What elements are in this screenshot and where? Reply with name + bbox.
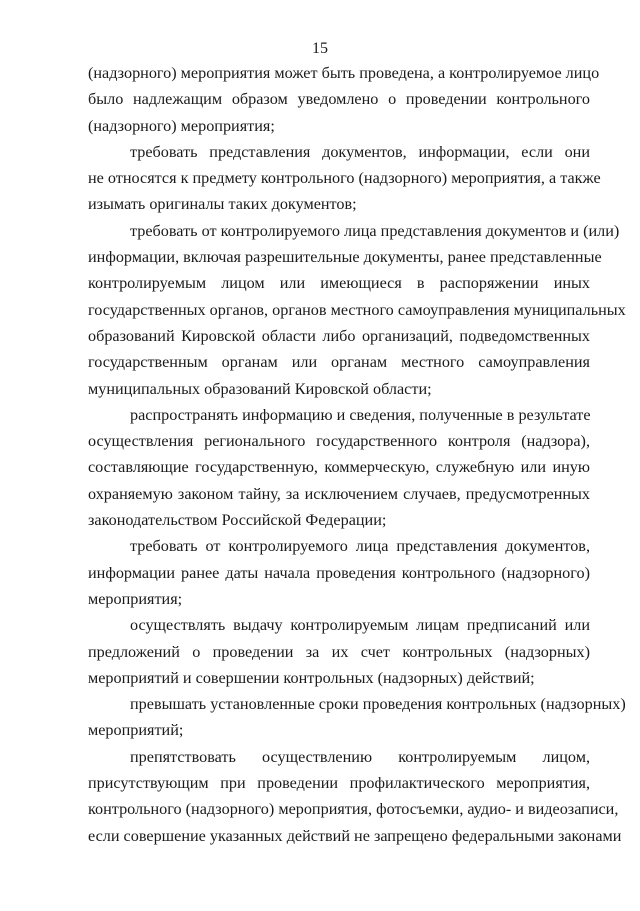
text-line: было надлежащим образом уведомлено о проведении контрольного: [88, 90, 590, 109]
text-line: муниципальных образований Кировской области;: [88, 379, 432, 398]
text-line: контрольного (надзорного) мероприятия, фотосъемки, аудио- и видеозаписи,: [88, 800, 619, 819]
text-line: государственным органам или органам местного самоуправления: [88, 353, 590, 372]
text-line: распространять информацию и сведения, полученные в результате: [130, 405, 591, 424]
paragraph: [88, 744, 622, 849]
text-line: осуществлять выдачу контролируемым лицам предписаний или: [130, 616, 590, 635]
text-line: требовать от контролируемого лица представления документов,: [130, 537, 590, 556]
text-line: требовать от контролируемого лица представления документов и (или): [130, 221, 620, 240]
paragraph: [88, 60, 600, 139]
text-line: мероприятия;: [88, 589, 183, 608]
text-line: информации, включая разрешительные документы, ранее представленные: [88, 248, 602, 267]
text-line: изымать оригиналы таких документов;: [88, 195, 357, 214]
text-line: охраняемую законом тайну, за исключением случаев, предусмотренных: [88, 484, 590, 503]
text-line: образований Кировской области либо организаций, подведомственных: [88, 326, 590, 345]
text-line: осуществления регионального государственного контроля (надзора),: [88, 432, 590, 451]
text-line: (надзорного) мероприятия;: [88, 116, 275, 135]
text-line: государственных органов, органов местного самоуправления муниципальных: [88, 300, 626, 319]
text-line: (надзорного) мероприятия может быть проведена, а контролируемое лицо: [88, 64, 600, 82]
paragraph: [88, 218, 626, 402]
text-line: препятствовать осуществлению контролируемым лицом,: [130, 747, 590, 766]
text-line: не относятся к предмету контрольного (надзорного) мероприятия, а также: [88, 169, 601, 188]
paragraph: [88, 533, 590, 612]
text-line: присутствующим при проведении профилактического мероприятия,: [88, 774, 590, 793]
text-line: информации ранее даты начала проведения контрольного (надзорного): [88, 563, 590, 582]
paragraph: [88, 402, 590, 533]
text-line: мероприятий;: [88, 721, 184, 740]
text-line: мероприятий и совершении контрольных (надзорных) действий;: [88, 668, 535, 687]
paragraph: [88, 612, 590, 691]
text-line: составляющие государственную, коммерческую, служебную или иную: [88, 458, 590, 477]
paragraph: [88, 139, 601, 218]
text-line: контролируемым лицом или имеющиеся в распоряжении иных: [88, 274, 590, 293]
text-line: если совершение указанных действий не запрещено федеральными законами: [88, 826, 622, 845]
text-line: требовать представления документов, информации, если они: [130, 142, 590, 161]
text-line: предложений о проведении за их счет контрольных (надзорных): [88, 642, 590, 661]
paragraph: [88, 691, 626, 744]
document-body: [88, 60, 626, 849]
text-line: законодательством Российской Федерации;: [88, 511, 387, 530]
text-line: превышать установленные сроки проведения контрольных (надзорных): [130, 695, 626, 714]
page-number: 15: [312, 40, 328, 57]
